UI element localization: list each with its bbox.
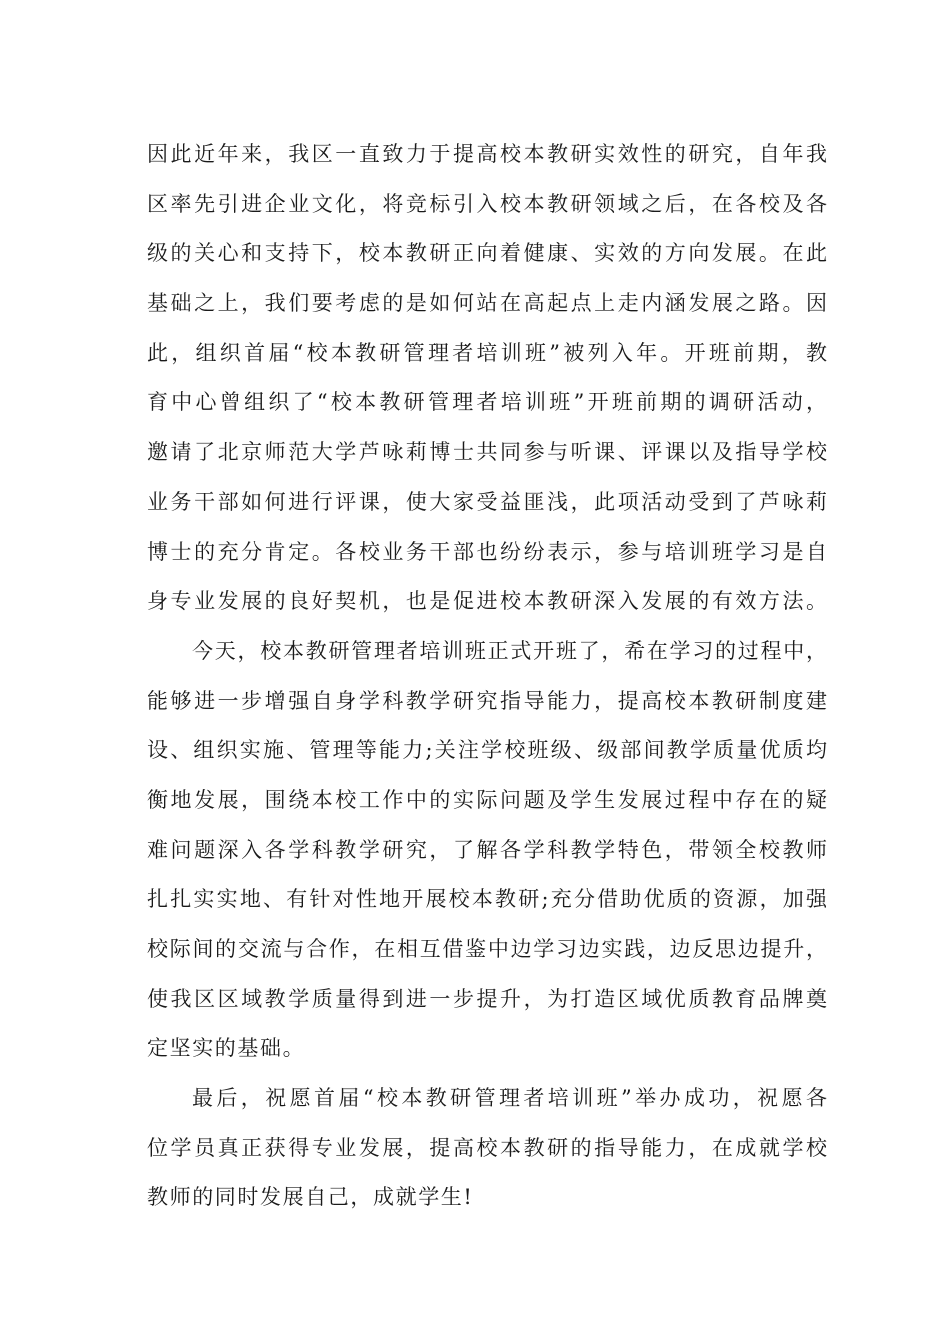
paragraph-line: 育中心曾组织了“校本教研管理者培训班”开班前期的调研活动， bbox=[147, 390, 827, 415]
paragraph-line: 衡地发展，围绕本校工作中的实际问题及学生发展过程中存在的疑 bbox=[147, 787, 827, 812]
paragraph-line: 能够进一步增强自身学科教学研究指导能力，提高校本教研制度建 bbox=[147, 688, 827, 713]
paragraph-line: 邀请了北京师范大学芦咏莉博士共同参与听课、评课以及指导学校 bbox=[147, 440, 827, 465]
paragraph-line: 扎扎实实地、有针对性地开展校本教研;充分借助优质的资源，加强 bbox=[147, 887, 827, 912]
paragraph-line: 难问题深入各学科教学研究，了解各学科教学特色，带领全校教师 bbox=[147, 837, 827, 862]
paragraph-line: 此，组织首届“校本教研管理者培训班”被列入年。开班前期，教 bbox=[147, 340, 827, 365]
paragraph-1 bbox=[147, 130, 827, 627]
paragraph-line: 校际间的交流与合作，在相互借鉴中边学习边实践，边反思边提升， bbox=[147, 937, 827, 961]
paragraph-line: 业务干部如何进行评课，使大家受益匪浅，此项活动受到了芦咏莉 bbox=[147, 489, 827, 514]
paragraph-line: 身专业发展的良好契机，也是促进校本教研深入发展的有效方法。 bbox=[147, 589, 827, 614]
paragraph-2 bbox=[147, 627, 827, 1074]
paragraph-line: 最后，祝愿首届“校本教研管理者培训班”举办成功，祝愿各 bbox=[192, 1086, 827, 1111]
paragraph-line: 博士的充分肯定。各校业务干部也纷纷表示，参与培训班学习是自 bbox=[147, 539, 827, 564]
paragraph-line: 因此近年来，我区一直致力于提高校本教研实效性的研究，自年我 bbox=[147, 142, 827, 166]
paragraph-line: 区率先引进企业文化，将竞标引入校本教研领域之后，在各校及各 bbox=[147, 191, 827, 216]
paragraph-3 bbox=[147, 1074, 827, 1223]
paragraph-line: 设、组织实施、管理等能力;关注学校班级、级部间教学质量优质均 bbox=[147, 738, 827, 763]
paragraph-line: 位学员真正获得专业发展，提高校本教研的指导能力，在成就学校 bbox=[147, 1135, 827, 1160]
paragraph-line: 基础之上，我们要考虑的是如何站在高起点上走内涵发展之路。因 bbox=[147, 291, 827, 316]
paragraph-line: 级的关心和支持下，校本教研正向着健康、实效的方向发展。在此 bbox=[147, 241, 827, 266]
document-body bbox=[147, 130, 827, 1223]
paragraph-line: 定坚实的基础。 bbox=[147, 1036, 306, 1061]
paragraph-line: 今天，校本教研管理者培训班正式开班了，希在学习的过程中， bbox=[192, 638, 827, 663]
paragraph-line: 使我区区域教学质量得到进一步提升，为打造区域优质教育品牌奠 bbox=[147, 986, 827, 1011]
paragraph-line: 教师的同时发展自己，成就学生! bbox=[147, 1185, 474, 1210]
